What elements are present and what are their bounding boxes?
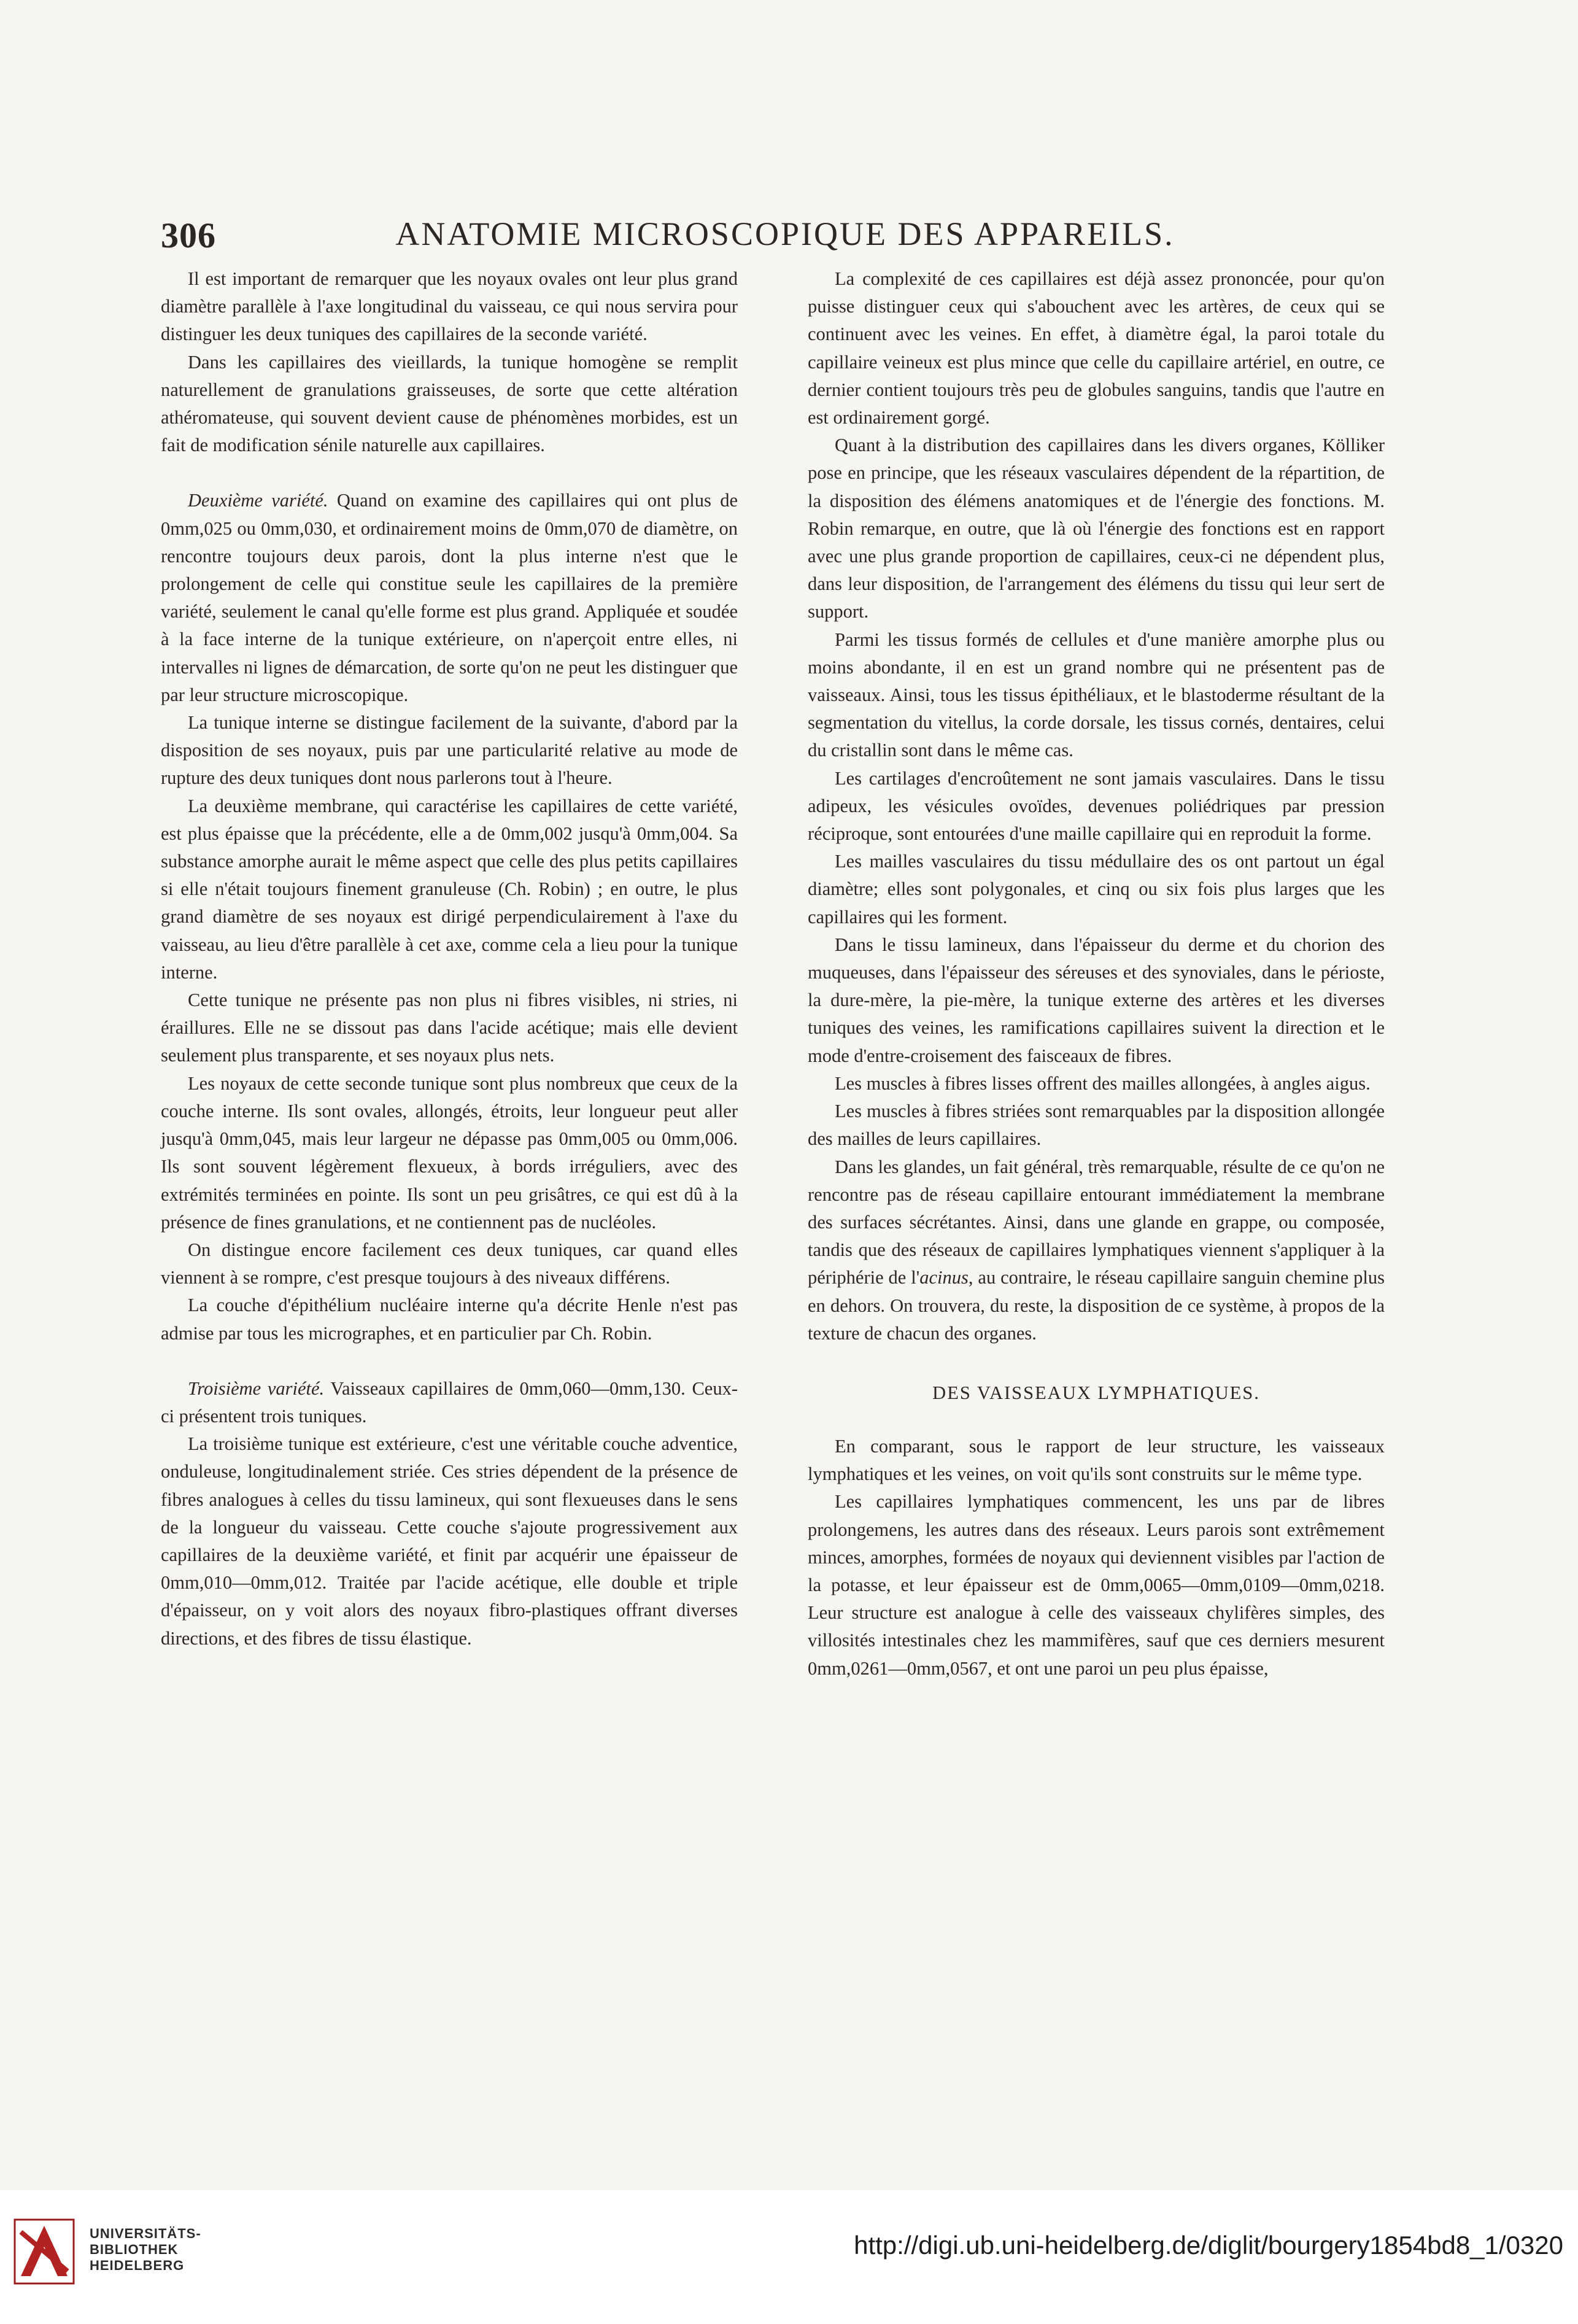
paragraph: [808, 1153, 1385, 1347]
paragraph: [161, 1375, 738, 1430]
section-label: Troisième variété.: [188, 1377, 325, 1399]
section-label: Deuxième variété.: [188, 490, 328, 511]
page-header: [161, 215, 1409, 259]
paragraph: La complexité de ces capillaires est déjà assez prononcée, pour qu'on puisse distinguer ceux qui s'abouchent avec les artères, de ceux qui se continuent avec les veines. En effet, à diamètre égal, la paroi totale du capillaire veineux est plus mince que celle du capillaire artériel, en outre, ce dernier contient toujours très peu de globules sanguins, tandis que l'autre en est ordinairement gorgé.: [808, 268, 1385, 428]
paragraph: Parmi les tissus formés de cellules et d'une manière amorphe plus ou moins abondante, il en est un grand nombre qui ne présentent pas de vaisseaux. Ainsi, tous les tissus épithéliaux, et le blastoderme résultant de la segmentation du vitellus, la corde dorsale, les tissus cornés, dentaires, celui du cristallin sont dans le même cas.: [808, 629, 1385, 761]
library-name-line: BIBLIOTHEK: [90, 2242, 179, 2257]
paragraph: La tunique interne se distingue facilement de la suivante, d'abord par la disposition de ses noyaux, puis par une particularité relative au mode de rupture des deux tuniques dont nous parlerons tout à l'heure.: [161, 712, 738, 789]
section-heading: DES VAISSEAUX LYMPHATIQUES.: [932, 1382, 1260, 1403]
paragraph: [161, 487, 738, 709]
paragraph: On distingue encore facilement ces deux tuniques, car quand elles viennent à se rompre, c'est presque toujours à des niveaux différens.: [161, 1239, 738, 1288]
paragraph-text: , au contraire, le réseau capillaire sanguin chemine plus en dehors. On trouvera, du reste, la disposition de ce système, à propos de la texture de chacun des organes.: [808, 1267, 1385, 1344]
library-name-line: UNIVERSITÄTS-: [90, 2226, 201, 2241]
library-name-line: HEIDELBERG: [90, 2258, 185, 2273]
paragraph: Cette tunique ne présente pas non plus ni fibres visibles, ni stries, ni éraillures. Elle ne se dissout pas dans l'acide acétique; mais elle devient seulement plus transparente, et ses noyaux plus nets.: [161, 990, 738, 1066]
paragraph: En comparant, sous le rapport de leur structure, les vaisseaux lymphatiques et les veines, on voit qu'ils sont construits sur le même type.: [808, 1435, 1385, 1485]
paragraph-text: Dans les glandes, un fait général, très remarquable, résulte de ce qu'on ne rencontre pas de réseau capillaire entourant immédiatement la membrane des surfaces sécrétantes. Ainsi, dans une glande en grappe, ou composée, tandis que des réseaux de capillaires lymphatiques viennent s'appliquer à la périphérie de l': [808, 1156, 1385, 1288]
paragraph: Quant à la distribution des capillaires dans les divers organes, Kölliker pose en principe, que les réseaux vasculaires dépendent de la répartition, de la disposition des élémens anatomiques et de l'énergie des fonctions. M. Robin remarque, en outre, que là où l'énergie des fonctions est en rapport avec une plus grande proportion de capillaires, ceux-ci ne dépendent plus, dans leur disposition, de l'arrangement des élémens du tissu qui leur sert de support.: [808, 435, 1385, 622]
library-logo-icon: [12, 2215, 80, 2288]
paragraph: Dans le tissu lamineux, dans l'épaisseur du derme et du chorion des muqueuses, dans l'épaisseur des séreuses et des synoviales, dans le périoste, la dure-mère, la pie-mère, la tunique externe des artères et les diverses tuniques des veines, les ramifications capillaires suivent la direction et le mode d'entre-croisement des faisceaux de fibres.: [808, 934, 1385, 1066]
paragraph: Il est important de remarquer que les noyaux ovales ont leur plus grand diamètre parallèle à l'axe longitudinal du vaisseau, ce qui nous servira pour distinguer les deux tuniques des capillaires de la seconde variété.: [161, 268, 738, 345]
italic-term: acinus: [919, 1267, 969, 1288]
paragraph: Les muscles à fibres lisses offrent des mailles allongées, à angles aigus.: [835, 1072, 1371, 1094]
left-column: [161, 265, 738, 1652]
paragraph: Les cartilages d'encroûtement ne sont jamais vasculaires. Dans le tissu adipeux, les vésicules ovoïdes, devenues poliédriques par pression réciproque, sont entourées d'une maille capillaire qui en reproduit la forme.: [808, 767, 1385, 845]
paragraph: La troisième tunique est extérieure, c'est une véritable couche adventice, onduleuse, longitudinalement striée. Ces stries dépendent de la présence de fibres analogues à celles du tissu lamineux, qui sont flexueuses dans le sens de la longueur du vaisseau. Cette couche s'ajoute progressivement aux capillaires de la deuxième variété, et finit par acquérir une épaisseur de 0mm,010—0mm,012. Traitée par l'acide acétique, elle double et triple d'épaisseur, on y voit alors des noyaux fibro-plastiques offrant diverses directions, et des fibres de tissu élastique.: [161, 1433, 738, 1649]
permalink-url[interactable]: http://digi.ub.uni-heidelberg.de/diglit/bourgery1854bd8_1/0320: [854, 2231, 1563, 2260]
footer-bar: [0, 2190, 1578, 2324]
paragraph: Les muscles à fibres striées sont remarquables par la disposition allongée des mailles de leurs capillaires.: [808, 1101, 1385, 1150]
paragraph-text: Vaisseaux capillaires de 0mm,060—0mm,130. Ceux-ci présentent trois tuniques.: [161, 1377, 738, 1427]
paragraph: Les capillaires lymphatiques commencent, les uns par de libres prolongemens, les autres dans des réseaux. Leurs parois sont extrêmement minces, amorphes, formées de noyaux qui deviennent visibles par l'action de la potasse, et leur épaisseur est de 0mm,0065—0mm,0109—0mm,0218. Leur structure est analogue à celle des vaisseaux chylifères simples, des villosités intestinales chez les mammifères, sauf que ces derniers mesurent 0mm,0261—0mm,0567, et ont une paroi un peu plus épaisse,: [808, 1491, 1385, 1679]
paragraph: La couche d'épithélium nucléaire interne qu'a décrite Henle n'est pas admise par tous les micrographes, et en particulier par Ch. Robin.: [161, 1295, 738, 1344]
paragraph-text: Quand on examine des capillaires qui ont plus de 0mm,025 ou 0mm,030, et ordinairement moins de 0mm,070 de diamètre, on rencontre toujours deux parois, dont la plus interne n'est que le prolongement de celle qui constitue seule les capillaires de la première variété, seulement le canal qu'elle forme est plus grand. Appliquée et soudée à la face interne de la tunique extérieure, on n'aperçoit entre elles, ni intervalles ni lignes de démarcation, de sorte qu'on ne peut les distinguer que par leur structure microscopique.: [161, 490, 738, 705]
paragraph: La deuxième membrane, qui caractérise les capillaires de cette variété, est plus épaisse que la précédente, elle a de 0mm,002 jusqu'à 0mm,004. Sa substance amorphe aurait le même aspect que celle des plus petits capillaires si elle n'était toujours finement granuleuse (Ch. Robin) ; en outre, le plus grand diamètre de ses noyaux est dirigé perpendiculairement à l'axe du vaisseau, au lieu d'être parallèle à cet axe, comme cela a lieu pour la tunique interne.: [161, 795, 738, 983]
paragraph: Les noyaux de cette seconde tunique sont plus nombreux que ceux de la couche interne. Ils sont ovales, allongés, étroits, leur longueur peut aller jusqu'à 0mm,045, mais leur largeur ne dépasse pas 0mm,005 ou 0mm,006. Ils sont souvent légèrement flexueux, à bords irréguliers, avec des extrémités terminées en pointe. Ils sont un peu grisâtres, ce qui est dû à la présence de fines granulations, et ne contiennent pas de nucléoles.: [161, 1072, 738, 1233]
page-number: 306: [161, 215, 216, 255]
running-title: ANATOMIE MICROSCOPIQUE DES APPAREILS.: [395, 215, 1175, 252]
paragraph: Dans les capillaires des vieillards, la tunique homogène se remplit naturellement de granulations graisseuses, de sorte que cette altération athéromateuse, qui souvent devient cause de phénomènes morbides, est un fait de modification sénile naturelle aux capillaires.: [161, 351, 738, 456]
library-name: [90, 2226, 201, 2274]
paragraph: Les mailles vasculaires du tissu médullaire des os ont partout un égal diamètre; elles sont polygonales, et cinq ou six fois plus larges que les capillaires qui les forment.: [808, 851, 1385, 928]
right-column: [808, 265, 1385, 1683]
